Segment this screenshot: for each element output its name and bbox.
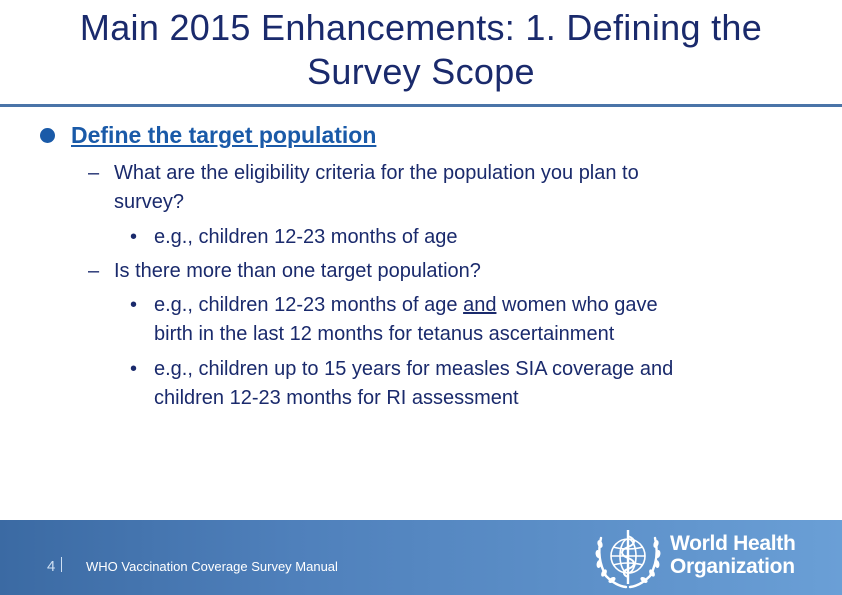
question-2: Is there more than one target population? [114, 260, 481, 282]
page-number-separator [61, 557, 62, 572]
question-1-example-1: e.g., children 12-23 months of age [154, 226, 458, 248]
underlined-and: and [463, 294, 497, 316]
bullet-marker: • [130, 226, 138, 248]
page-number: 4 [47, 558, 56, 575]
title-line-2: Survey Scope [307, 51, 535, 92]
question-2-example-1-line-2: birth in the last 12 months for tetanus ascertainment [154, 323, 615, 345]
main-bullet-text: Define the target population [71, 122, 377, 148]
question-2-example-2-line-1: e.g., children up to 15 years for measles SIA coverage and [154, 358, 674, 380]
title-line-1: Main 2015 Enhancements: 1. Defining the [79, 7, 763, 48]
dash-marker: – [88, 162, 100, 184]
who-emblem-icon [592, 524, 664, 592]
who-wordmark-line-2: Organization [670, 555, 795, 578]
question-1-line-1: What are the eligibility criteria for the population you plan to [114, 162, 639, 184]
dash-marker: – [88, 260, 100, 282]
main-bullet [40, 122, 376, 149]
question-1-line-2: survey? [114, 191, 185, 213]
bullet-marker: • [130, 358, 138, 380]
who-wordmark [670, 532, 796, 578]
bullet-dot-icon [40, 128, 55, 143]
manual-title: WHO Vaccination Coverage Survey Manual [86, 559, 338, 574]
bullet-marker: • [130, 294, 138, 316]
question-2-example-1-line-1: e.g., children 12-23 months of age and women who gave [154, 294, 658, 316]
slide-title [0, 6, 842, 94]
title-divider [0, 104, 842, 107]
who-wordmark-line-1: World Health [670, 532, 796, 555]
question-2-example-2-line-2: children 12-23 months for RI assessment [154, 387, 519, 409]
